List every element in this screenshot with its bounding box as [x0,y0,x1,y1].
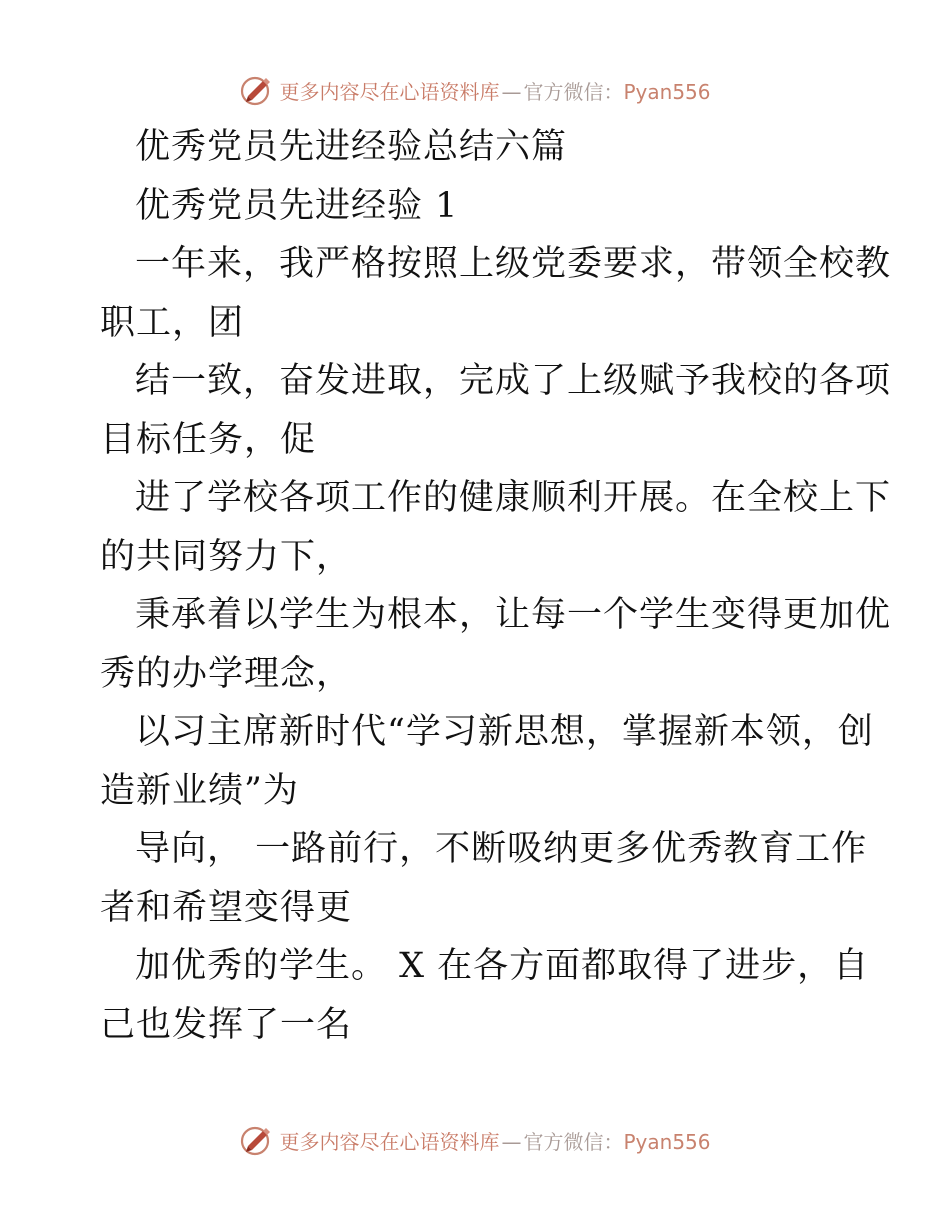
pen-in-circle-logo-icon [239,72,275,108]
watermark-dash: — [501,79,522,104]
document-body [100,118,892,1054]
paragraph-line: 造新业绩”为 [100,770,299,811]
footer-watermark [0,1120,950,1160]
paragraph-line: 职工，团 [100,302,245,343]
document-title: 优秀党员先进经验总结六篇 [135,127,568,167]
watermark-text [279,76,710,105]
paragraph-line: 己也发挥了一名 [100,1004,353,1045]
paragraph-line: 进了学校各项工作的健康顺利开展。在全校上下 [135,478,892,518]
paragraph-line: 秉承着以学生为根本，让每一个学生变得更加优 [135,595,892,635]
watermark-wechat-label: 官方微信： [523,79,624,104]
watermark-dash: — [501,1129,522,1154]
paragraph-line: 秀的办学理念， [100,653,353,694]
pen-in-circle-logo-icon [239,1122,275,1158]
paragraph-line: 以习主席新时代“学习新思想，掌握新本领，创 [135,712,874,752]
paragraph-line: 者和希望变得更 [100,887,353,928]
watermark-wechat-id: Pyan556 [623,1129,711,1154]
watermark-site-text: 更多内容尽在心语资料库 [279,79,500,104]
watermark-wechat-label: 官方微信： [523,1129,624,1154]
paragraph-line: 一年来，我严格按照上级党委要求，带领全校教 [135,244,892,284]
paragraph-line: 加优秀的学生。 X 在各方面都取得了进步，自 [135,946,870,986]
paragraph-line: 目标任务，促 [100,419,317,460]
header-watermark [0,70,950,110]
paragraph-line: 的共同努力下， [100,536,353,577]
watermark-site-text: 更多内容尽在心语资料库 [279,1129,500,1154]
section-heading: 优秀党员先进经验 1 [135,185,459,226]
paragraph-line: 导向， 一路前行，不断吸纳更多优秀教育工作 [135,829,868,869]
paragraph-line: 结一致，奋发进取，完成了上级赋予我校的各项 [135,361,892,401]
watermark-text [279,1126,710,1155]
watermark-wechat-id: Pyan556 [623,79,711,104]
